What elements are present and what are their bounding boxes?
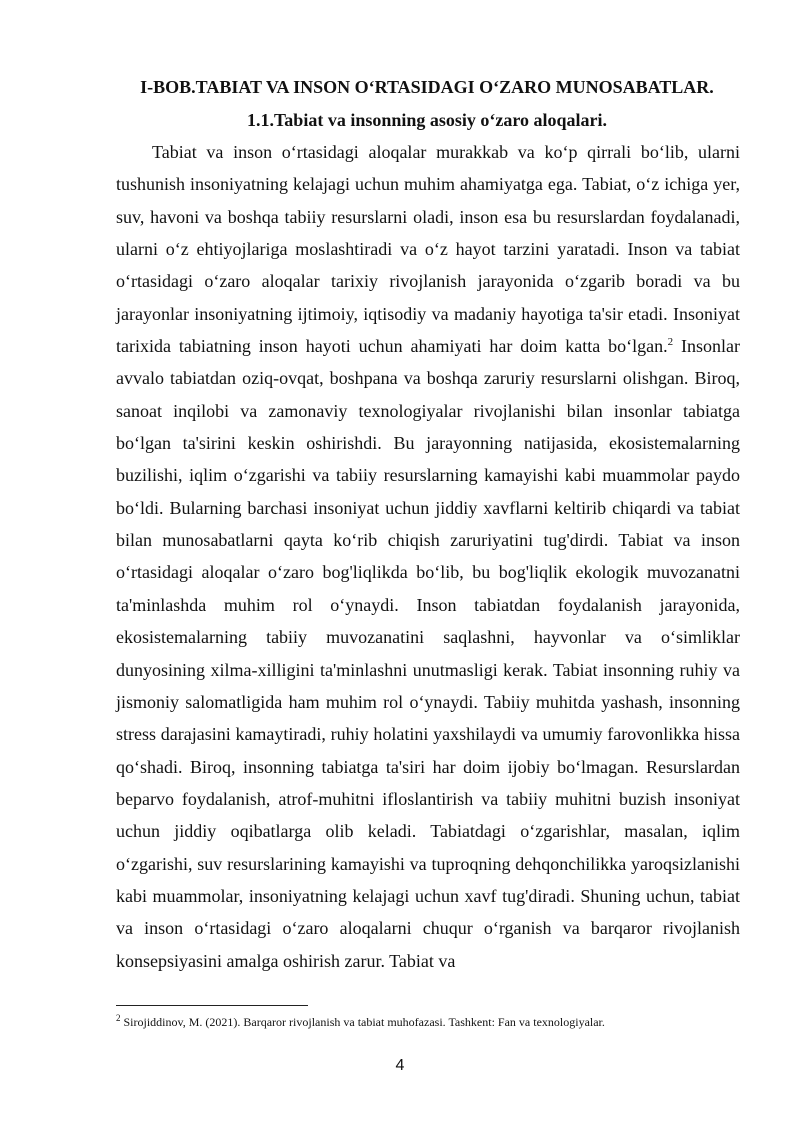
paragraph-text-part-2: Insonlar avvalo tabiatdan oziq-ovqat, boshpana va boshqa zaruriy resurslarni olishgan. Biroq, sanoat inqilobi va zamonaviy texnologiyalar rivojlanishi bilan insonlar tabiatga bo‘lgan ta'sirini keskin oshirishdi. Bu jarayonning natijasida, ekosistemalarning buzilishi, iqlim o‘zgarishi va tabiiy resurslarning kamayishi kabi muammolar paydo bo‘ldi. Bularning barchasi insoniyat uchun jiddiy xavflarni keltirib chiqardi va tabiat bilan munosabatlarni qayta ko‘rib chiqish zaruriyatini tug'dirdi. Tabiat va inson o‘rtasidagi aloqalar o‘zaro bog'liqlikda bo‘lib, bu bog'liqlik ekologik muvozanatni ta'minlashda muhim rol o‘ynaydi. Inson tabiatdan foydalanish jarayonida, ekosistemalarning tabiiy muvozanatini saqlashni, hayvonlar va o‘simliklar dunyosining xilma-xilligini ta'minlashni unutmasligi kerak. Tabiat insonning ruhiy va jismoniy salomatligida ham muhim rol o‘ynaydi. Tabiiy muhitda yashash, insonning stress darajasini kamaytiradi, ruhiy holatini yaxshilaydi va umumiy farovonlikka hissa qo‘shadi. Biroq, insonning tabiatga ta'siri har doim ijobiy bo‘lmagan. Resurslardan beparvo foydalanish, atrof-muhitni ifloslantirish va tabiiy muhitni buzish insoniyat uchun jiddiy oqibatlarga olib keladi. Tabiatdagi o‘zgarishlar, masalan, iqlim o‘zgarishi, suv resurslarining kamayishi va tuproqning dehqonchilikka yaroqsizlanishi kabi muammolar, insoniyatning kelajagi uchun xavf tug'diradi. Shuning uchun, tabiat va inson o‘rtasidagi o‘zaro aloqalarni chuqur o‘rganish va barqaror rivojlanish konsepsiyasini amalga oshirish zarur. Tabiat va xyxy=(116,336,740,971)
footnote xyxy=(116,1014,756,1030)
footnote-divider xyxy=(116,1005,308,1006)
footnote-reference[interactable]: 2 xyxy=(667,336,674,349)
paragraph-text-part-1: Tabiat va inson o‘rtasidagi aloqalar murakkab va ko‘p qirrali bo‘lib, ularni tushunish insoniyatning kelajagi uchun muhim ahamiyatga ega. Tabiat, o‘z ichiga yer, suv, havoni va boshqa tabiiy resurslarni oladi, inson esa bu resurslardan foydalanadi, ularni o‘z ehtiyojlariga moslashtiradi va o‘z hayot tarzini yaratadi. Inson va tabiat o‘rtasidagi o‘zaro aloqalar tarixiy rivojlanish jarayonida o‘zgarib boradi va bu jarayonlar insoniyatning ijtimoiy, iqtisodiy va madaniy hayotiga ta'sir etadi. Insoniyat tarixida tabiatning inson hayoti uchun ahamiyati har doim katta bo‘lgan. xyxy=(116,142,740,357)
footnote-mark: 2 xyxy=(116,1013,121,1023)
page-number: 4 xyxy=(395,1057,405,1074)
section-title: 1.1.Tabiat va insonning asosiy o‘zaro aloqalari. xyxy=(246,110,608,130)
chapter-title: I-BOB.TABIAT VA INSON O‘RTASIDAGI O‘ZARO MUNOSABATLAR. xyxy=(140,77,714,97)
body-paragraph xyxy=(116,136,740,977)
footnote-text: Sirojiddinov, M. (2021). Barqaror rivojlanish va tabiat muhofazasi. Tashkent: Fan va texnologiyalar. xyxy=(120,1015,605,1029)
